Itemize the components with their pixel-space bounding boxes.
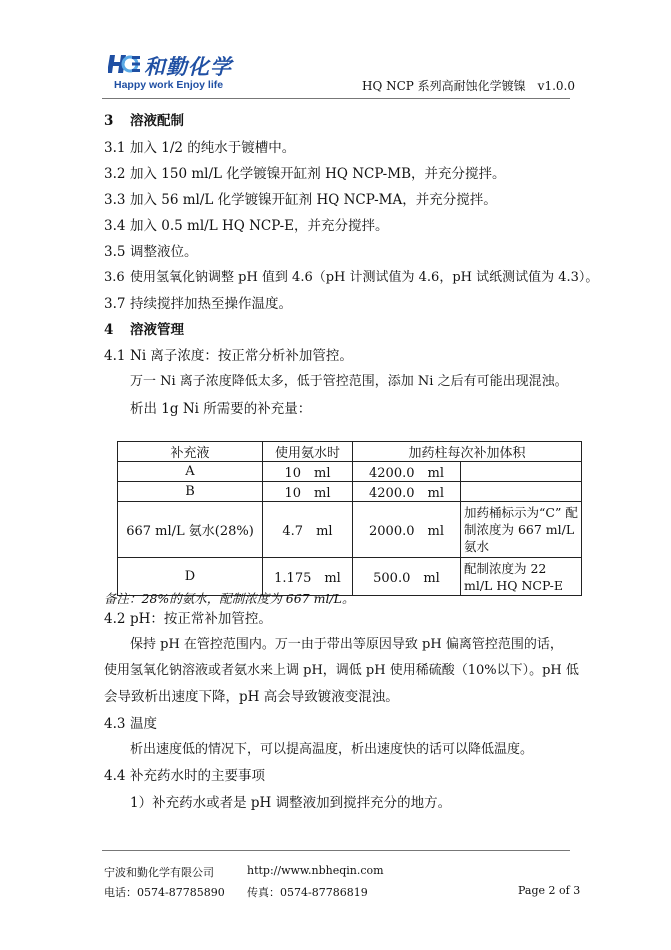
footer-company: 宁波和勤化学有限公司 bbox=[104, 866, 214, 879]
footer-fax: 传真：0574-87786819 bbox=[247, 886, 368, 899]
table-cell: 667 ml/L 氨水(28%) bbox=[118, 502, 263, 558]
table-header-cell: 加药柱每次补加体积 bbox=[353, 442, 582, 462]
footer-divider bbox=[102, 850, 570, 851]
table-cell: 4200.0 ml bbox=[353, 482, 461, 502]
table-cell: 500.0 ml bbox=[353, 558, 461, 596]
table-cell bbox=[461, 462, 582, 482]
paragraph-line: 使用氢氧化钠溶液或者氨水来上调 pH，调低 pH 使用稀硫酸（10%以下）。pH 低 bbox=[104, 663, 579, 678]
footer-website-link[interactable]: http://www.nbheqin.com bbox=[247, 864, 384, 877]
table-row bbox=[118, 482, 582, 502]
paragraph-line: 1）补充药水或者是 pH 调整液加到搅拌充分的地方。 bbox=[130, 795, 452, 811]
table-cell: B bbox=[118, 482, 263, 502]
paragraph-line: 保持 pH 在管控范围内。万一由于带出等原因导致 pH 偏离管控范围的话， bbox=[130, 637, 563, 652]
replenishment-table bbox=[117, 441, 582, 596]
table-cell: 1.175 ml bbox=[263, 558, 353, 596]
table-header-row bbox=[118, 442, 582, 462]
footer-phone: 电话：0574-87785890 bbox=[104, 886, 225, 899]
table-note: 备注：28%的氨水，配制浓度为 667 ml/L。 bbox=[104, 591, 355, 606]
table-cell: 10 ml bbox=[263, 462, 353, 482]
table-cell: 2000.0 ml bbox=[353, 502, 461, 558]
logo-chinese-name: 和勤化学 bbox=[144, 55, 232, 79]
table-cell: 4.7 ml bbox=[263, 502, 353, 558]
table-row bbox=[118, 462, 582, 482]
company-logo bbox=[108, 52, 268, 92]
table-cell: 配制浓度为 22 ml/L HQ NCP-E bbox=[461, 558, 582, 596]
paragraph-line: 析出速度低的情况下，可以提高温度，析出速度快的话可以降低温度。 bbox=[130, 742, 534, 757]
table-header-cell: 补充液 bbox=[118, 442, 263, 462]
table-cell bbox=[461, 482, 582, 502]
table-header-cell: 使用氨水时 bbox=[263, 442, 353, 462]
table-cell: A bbox=[118, 462, 263, 482]
table-row bbox=[118, 502, 582, 558]
table-cell: 4200.0 ml bbox=[353, 462, 461, 482]
paragraph-line: 会导致析出速度下降，pH 高会导致镀液变混浊。 bbox=[104, 689, 399, 705]
table-cell: D bbox=[118, 558, 263, 596]
table-cell: 加药桶标示为“C” 配制浓度为 667 ml/L 氨水 bbox=[461, 502, 582, 558]
logo-slogan: Happy work Enjoy life bbox=[114, 79, 224, 91]
header-divider bbox=[102, 98, 570, 99]
paragraph-line: 析出 1g Ni 所需要的补充量： bbox=[130, 401, 312, 417]
page-number: Page 2 of 3 bbox=[518, 884, 581, 897]
table-cell: 10 ml bbox=[263, 482, 353, 502]
document-title: HQ NCP 系列高耐蚀化学镀镍 v1.0.0 bbox=[361, 79, 575, 93]
hqe-logo-icon bbox=[108, 52, 140, 76]
paragraph-line: 万一 Ni 离子浓度降低太多，低于管控范围，添加 Ni 之后有可能出现混浊。 bbox=[130, 374, 568, 389]
